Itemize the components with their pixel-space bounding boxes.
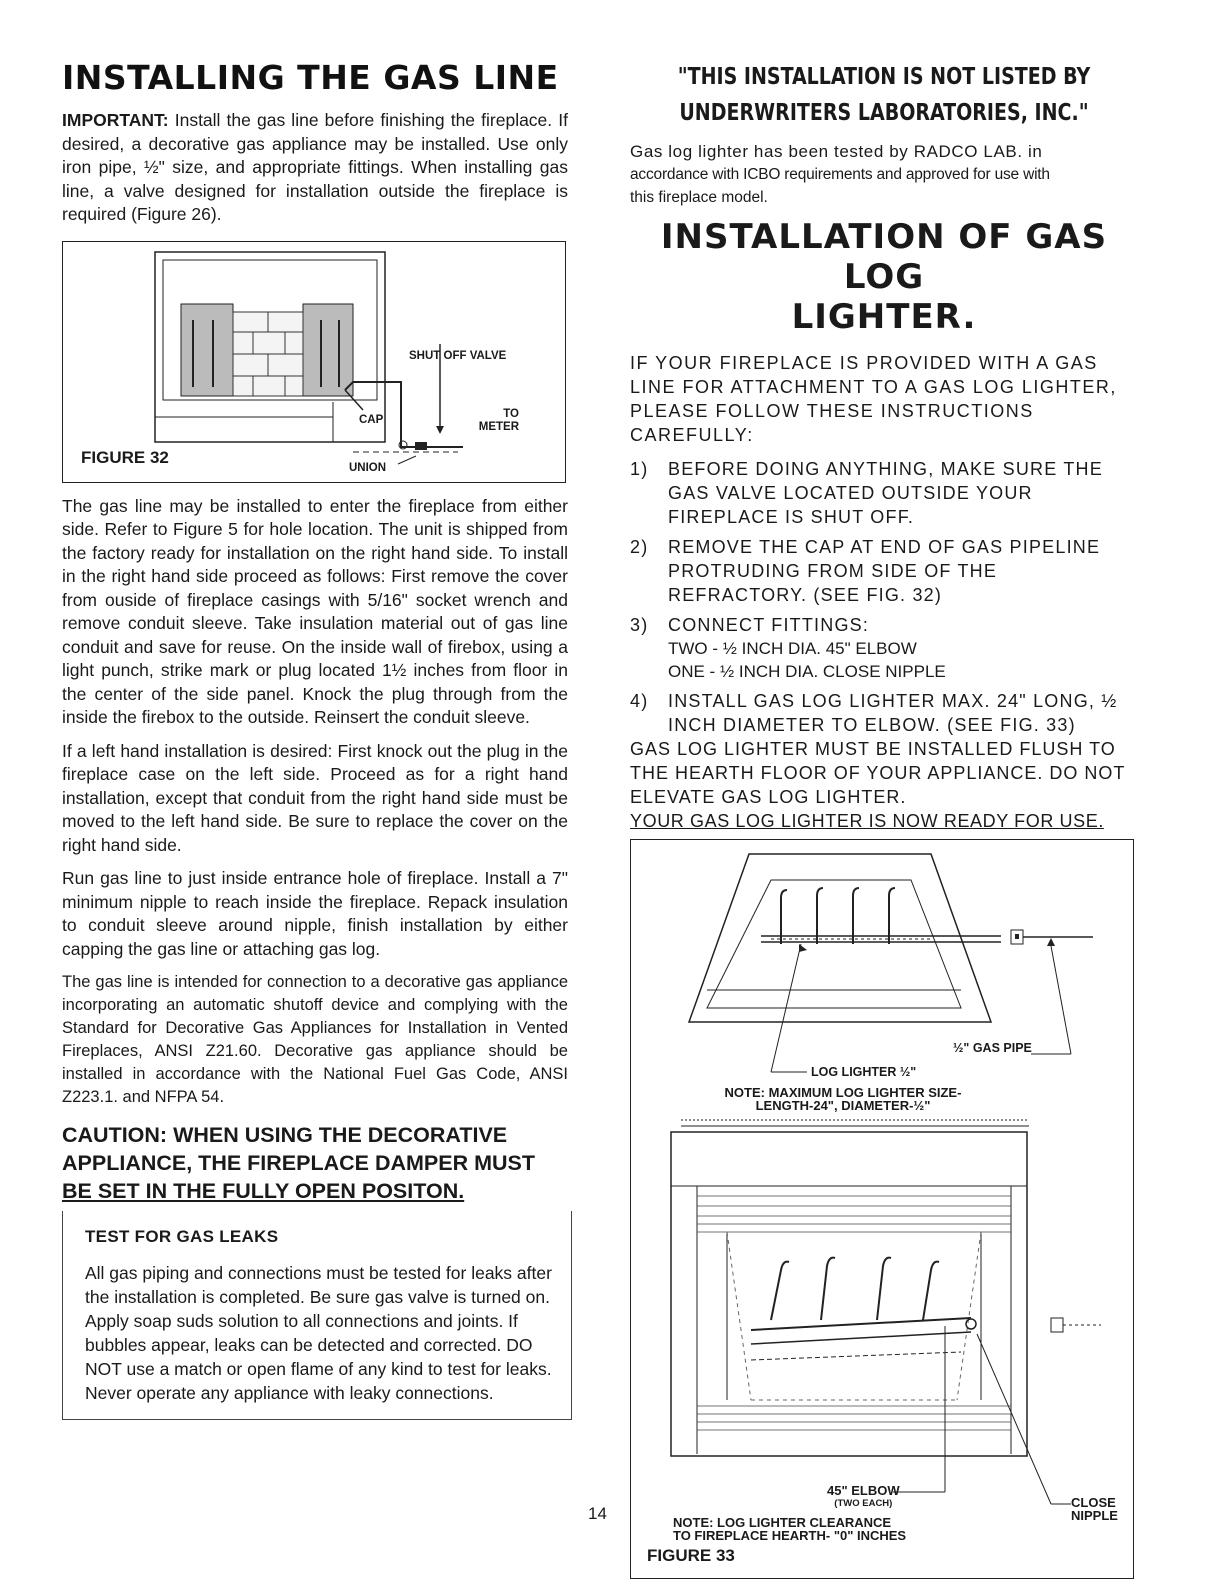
step-text: BEFORE DOING ANYTHING, MAKE SURE THE GAS VALVE LOCATED OUTSIDE YOUR FIREPLACE IS SHUT OFF.: [668, 459, 1103, 527]
step-4: [630, 689, 1138, 737]
gas-pipe-label: ½" GAS PIPE: [953, 1041, 1032, 1055]
ul-notice: [655, 58, 1112, 130]
step-number: 3): [630, 615, 649, 635]
elbow-text: 45" ELBOW: [827, 1483, 900, 1498]
installation-title-line-1: INSTALLATION OF GAS LOG: [660, 217, 1108, 297]
fitting-2: ONE - ½ INCH DIA. CLOSE NIPPLE: [668, 662, 946, 681]
ready-line: YOUR GAS LOG LIGHTER IS NOW READY FOR USE.: [630, 811, 1104, 831]
important-paragraph: [62, 109, 568, 227]
figure-33: [630, 839, 1134, 1579]
shutoff-valve-label: SHUT OFF VALVE: [409, 349, 507, 362]
paragraph-gas-line-entry: The gas line may be installed to enter the fireplace from either side. Refer to Figure 5 for hole location. The unit is shipped from the factory ready for installation on the right hand side. To install in the right hand side proceed as follows: First remove the cover from ouside of fireplace casings with 5/16" socket wrench and remove conduit sleeve. Take insulation material out of gas line conduit and save for reuse. On the inside wall of firebox, using a light punch, strike mark or plug located 1½ inches from floor in the center of the side panel. Knock the plug through from the inside the firebox to the outside. Reinsert the conduit sleeve.: [62, 495, 568, 727]
note-max-size-line-2: LENGTH-24", DIAMETER-½": [755, 1098, 931, 1113]
ul-line-2: UNDERWRITERS LABORATORIES, INC.": [679, 98, 1089, 126]
important-text: Install the gas line before finishing the fireplace. If desired, a decorative gas appliance may be installed. Use only iron pipe, ½" size, and appropriate fittings. When installing gas line, a valve designed for installation outside the fireplace is required (Figure 26).: [62, 110, 568, 224]
close-nipple-label: [1071, 1496, 1118, 1522]
caution-line-2: APPLIANCE, THE FIREPLACE DAMPER MUST: [62, 1151, 536, 1175]
cap-label: CAP: [359, 413, 384, 426]
right-column: [630, 58, 1138, 1579]
page-number: 14: [588, 1504, 607, 1523]
section-title: INSTALLING THE GAS LINE: [62, 58, 559, 97]
figure-33-label: FIGURE 33: [647, 1546, 735, 1565]
note-max-size-line-1: NOTE: MAXIMUM LOG LIGHTER SIZE-: [724, 1085, 962, 1100]
fitting-1: TWO - ½ INCH DIA. 45" ELBOW: [668, 639, 917, 658]
flush-paragraph: GAS LOG LIGHTER MUST BE INSTALLED FLUSH TO THE HEARTH FLOOR OF YOUR APPLIANCE. DO NOT ELEVATE GAS LOG LIGHTER.: [630, 739, 1126, 807]
step-number: 4): [630, 691, 649, 711]
union-label: UNION: [349, 461, 387, 474]
step-2: [630, 535, 1138, 607]
test-text: All gas piping and connections must be tested for leaks after the installation is completed. Be sure gas valve is turned on. Apply soap suds solution to all connections and joints. If bubbles appear, leaks can be detected and corrected. DO NOT use a match or open flame of any kind to test for leaks. Never operate any appliance with leaky connections.: [85, 1263, 552, 1403]
installation-title: [630, 217, 1138, 337]
fittings-list: [630, 637, 1138, 683]
step-number: 2): [630, 537, 649, 557]
note-clearance-line-2: TO FIREPLACE HEARTH- "0" INCHES: [673, 1528, 907, 1543]
step-text: CONNECT FITTINGS:: [668, 615, 870, 635]
caution-notice: [62, 1121, 568, 1205]
close-nipple-line-1: CLOSE: [1071, 1495, 1116, 1510]
important-label: IMPORTANT:: [62, 110, 169, 130]
close-nipple-line-2: NIPPLE: [1071, 1508, 1118, 1523]
tested-line-2: accordance with ICBO requirements and approved for use with: [630, 166, 1050, 183]
step-3: [630, 613, 1138, 637]
log-lighter-diagram: [631, 840, 1133, 1578]
step-text: REMOVE THE CAP AT END OF GAS PIPELINE PROTRUDING FROM SIDE OF THE REFRACTORY. (SEE FIG. 32): [668, 537, 1101, 605]
paragraph-left-hand: If a left hand installation is desired: First knock out the plug in the fireplace case on the left side. Proceed as for a right hand installation, except that conduit from the right hand side must be moved to the left hand side. Be sure to replace the cover on the right hand side.: [62, 740, 568, 855]
figure-32: [62, 241, 566, 483]
elbow-each-text: (TWO EACH): [834, 1498, 893, 1509]
caution-line-3: BE SET IN THE FULLY OPEN POSITON.: [62, 1179, 465, 1203]
note-clearance-line-1: NOTE: LOG LIGHTER CLEARANCE: [673, 1515, 892, 1530]
test-title: TEST FOR GAS LEAKS: [85, 1227, 279, 1246]
intro-paragraph: IF YOUR FIREPLACE IS PROVIDED WITH A GAS LINE FOR ATTACHMENT TO A GAS LOG LIGHTER, PLEASE FOLLOW THESE INSTRUCTIONS CAREFULLY:: [630, 353, 1117, 445]
note-max-size: [683, 1086, 1003, 1112]
note-clearance: [673, 1516, 906, 1542]
installation-title-line-2: LIGHTER.: [791, 297, 977, 337]
to-meter-label: TO METER: [478, 407, 519, 433]
tested-line-1: Gas log lighter has been tested by RADCO LAB. in: [630, 142, 1043, 161]
step-1: [630, 457, 1138, 529]
log-lighter-label: LOG LIGHTER ½": [811, 1065, 917, 1079]
step-text: INSTALL GAS LOG LIGHTER MAX. 24" LONG, ½ INCH DIAMETER TO ELBOW. (SEE FIG. 33): [668, 691, 1118, 735]
tested-line-3: this fireplace model.: [630, 189, 768, 206]
step-number: 1): [630, 459, 649, 479]
test-for-leaks-box: [62, 1211, 572, 1420]
left-column: [62, 58, 568, 1420]
paragraph-standard: The gas line is intended for connection to a decorative gas appliance incorporating an automatic shutoff device and complying with the Standard for Decorative Gas Appliances for Installation in Vented Fireplaces, ANSI Z21.60. Decorative gas appliance should be installed in accordance with the National Fuel Gas Code, ANSI Z223.1. and NFPA 54.: [62, 973, 568, 1106]
figure-32-label: FIGURE 32: [81, 447, 169, 467]
caution-line-1: CAUTION: WHEN USING THE DECORATIVE: [62, 1123, 508, 1147]
ul-line-1: "THIS INSTALLATION IS NOT LISTED BY: [677, 62, 1091, 90]
tested-paragraph: [630, 140, 1138, 209]
paragraph-run-gas-line: Run gas line to just inside entrance hole of fireplace. Install a 7" minimum nipple to reach inside the fireplace. Repack insulation to conduit sleeve around nipple, finish installation by either capping the gas line or attaching gas log.: [62, 868, 568, 959]
elbow-label: [827, 1484, 900, 1510]
